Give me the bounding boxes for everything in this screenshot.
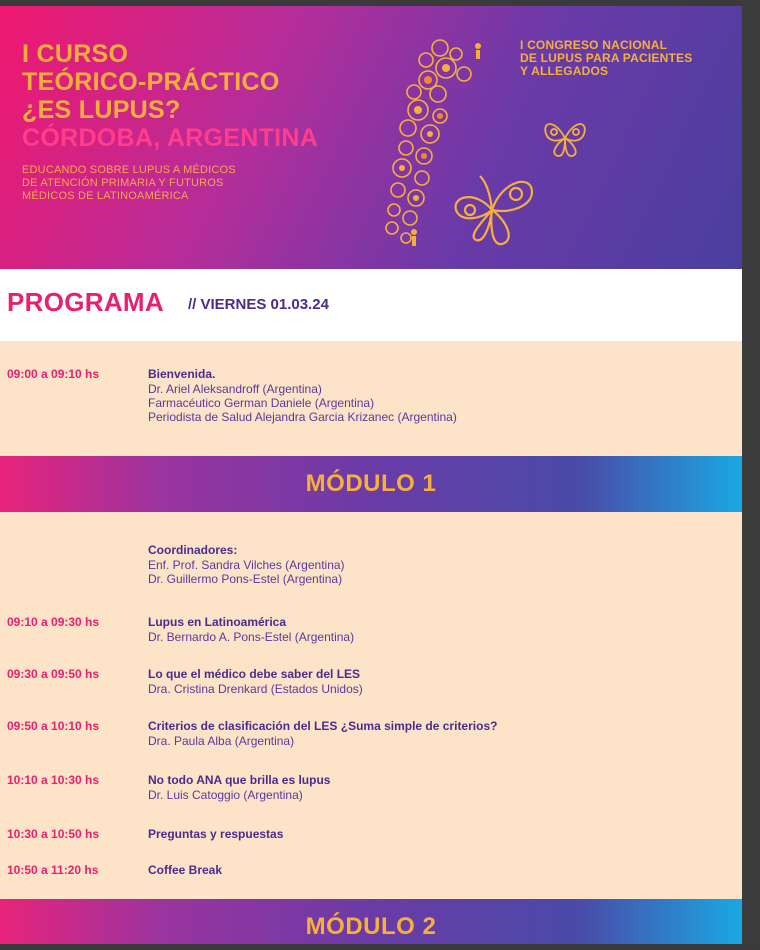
session-content (148, 667, 738, 696)
programa-date: // VIERNES 01.03.24 (188, 296, 329, 313)
session-time: 09:00 a 09:10 hs (7, 367, 100, 381)
course-title (22, 40, 318, 203)
session-title: Criterios de clasificación del LES ¿Suma simple de criterios? (148, 719, 498, 733)
speaker: Dra. Paula Alba (Argentina) (148, 734, 295, 748)
session-time: 09:10 a 09:30 hs (7, 615, 100, 629)
session-title: No todo ANA que brilla es lupus (148, 773, 331, 787)
session-content (148, 615, 738, 644)
subtitle-line-2: DE ATENCIÓN PRIMARIA Y FUTUROS (22, 177, 224, 189)
coordinators-title: Coordinadores: (148, 543, 238, 557)
course-subtitle (22, 164, 318, 203)
subtitle-line-3: MÉDICOS DE LATINOAMÉRICA (22, 190, 189, 202)
session-content (148, 367, 738, 424)
title-line-1: I CURSO (22, 40, 129, 68)
title-location: CÓRDOBA, ARGENTINA (22, 124, 319, 152)
session-time: 09:30 a 09:50 hs (7, 667, 100, 681)
session-title: Coffee Break (148, 863, 223, 877)
congress-line-2: DE LUPUS PARA PACIENTES (520, 51, 693, 65)
program-page (0, 6, 742, 944)
session-time: 09:50 a 10:10 hs (7, 719, 100, 733)
session-content (148, 863, 738, 878)
butterfly-icon (446, 170, 538, 248)
session-content (148, 827, 738, 842)
header-banner (0, 6, 742, 269)
module-1-title: MÓDULO 1 (305, 470, 437, 497)
session-time: 10:50 a 11:20 hs (7, 863, 99, 877)
session-title: Lo que el médico debe saber del LES (148, 667, 361, 681)
module-2-title: MÓDULO 2 (305, 913, 437, 940)
session-time: 10:10 a 10:30 hs (7, 773, 100, 787)
viewer-scrollbar-area[interactable] (742, 0, 760, 950)
butterfly-icon (540, 114, 590, 160)
session-title: Bienvenida. (148, 367, 216, 381)
module-1-bar (0, 456, 742, 512)
speaker: Periodista de Salud Alejandra Garcia Krizanec (Argentina) (148, 410, 457, 424)
session-content (148, 719, 738, 748)
congress-line-3: Y ALLEGADOS (520, 64, 609, 78)
title-line-2: TEÓRICO-PRÁCTICO (22, 68, 280, 96)
session-title: Lupus en Latinoamérica (148, 615, 287, 629)
congress-line-1: I CONGRESO NACIONAL (520, 38, 668, 52)
congress-title (520, 39, 692, 78)
title-line-3: ¿ES LUPUS? (22, 96, 181, 124)
session-title: Preguntas y respuestas (148, 827, 284, 841)
session-time: 10:30 a 10:50 hs (7, 827, 100, 841)
coordinators-content (148, 543, 738, 586)
session-content (148, 773, 738, 802)
speaker: Dr. Luis Catoggio (Argentina) (148, 788, 303, 802)
speaker: Dra. Cristina Drenkard (Estados Unidos) (148, 682, 363, 696)
speaker: Dr. Bernardo A. Pons-Estel (Argentina) (148, 630, 355, 644)
module-2-bar (0, 899, 742, 944)
coordinator: Dr. Guillermo Pons-Estel (Argentina) (148, 572, 343, 586)
speaker: Dr. Ariel Aleksandroff (Argentina) (148, 382, 322, 396)
coordinator: Enf. Prof. Sandra Vilches (Argentina) (148, 558, 345, 572)
programa-title: PROGRAMA (7, 287, 164, 317)
subtitle-line-1: EDUCANDO SOBRE LUPUS A MÉDICOS (22, 164, 236, 176)
programa-bar (0, 269, 742, 341)
viewer-frame-bottom (0, 944, 760, 950)
speaker: Farmacéutico German Daniele (Argentina) (148, 396, 375, 410)
